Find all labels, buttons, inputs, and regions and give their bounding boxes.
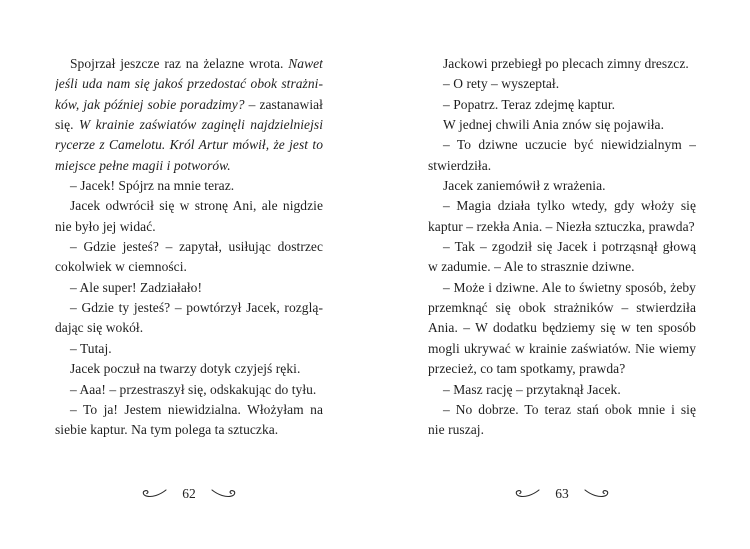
- right-page-footer: [428, 483, 696, 505]
- text-line: siebie kaptur. Na tym polega ta sztuczka.: [55, 422, 279, 438]
- text-line: stwierdziła.: [428, 157, 492, 173]
- left-page-text: [55, 54, 323, 441]
- text-line: – Tak – zgodził się Jacek i potrząsnął głową: [443, 239, 696, 255]
- text-line: ków, jak później sobie poradzimy? – zastanawiał: [55, 96, 323, 112]
- text-line: – Ale super! Zadziałało!: [70, 279, 203, 295]
- text-line: – To ja! Jestem niewidzialna. Włożyłam na: [70, 401, 323, 417]
- text-line: cokolwiek w ciemności.: [55, 259, 187, 275]
- text-line: – Popatrz. Teraz zdejmę kaptur.: [443, 96, 616, 112]
- flourish-icon: [141, 488, 167, 500]
- text-line: Jacek poczuł na twarzy dotyk czyjejś ręki.: [70, 361, 301, 377]
- text-line: przecież, co tam spotkamy, prawda?: [428, 361, 626, 377]
- text-line: rycerze z Camelotu. Król Artur mówił, że jest to: [55, 137, 323, 153]
- text-line: Spojrzał jeszcze raz na żelazne wrota. Nawet: [70, 56, 323, 71]
- text-line: – Aaa! – przestraszył się, odskakując do tyłu.: [70, 381, 317, 397]
- text-line: miejsce pełne magii i potworów.: [55, 157, 231, 173]
- flourish-icon: [584, 488, 610, 500]
- text-line: – O rety – wyszeptał.: [443, 76, 560, 92]
- text-line: – Może i dziwne. Ale to świetny sposób, żeby: [443, 279, 696, 295]
- text-line: – Gdzie jesteś? – zapytał, usiłując dostrzec: [70, 239, 323, 255]
- text-line: mogli ukrywać w krainie zaświatów. Nie wiemy: [428, 340, 696, 356]
- page-number: 62: [182, 486, 196, 501]
- text-line: się. W krainie zaświatów zaginęli najdzielniejsi: [55, 117, 323, 133]
- right-page-text: [428, 54, 696, 441]
- text-line: jeśli uda nam się jakoś przedostać obok strażni-: [55, 76, 323, 92]
- text-line: – Masz rację – przytaknął Jacek.: [443, 381, 621, 397]
- flourish-icon: [514, 488, 540, 500]
- text-line: – Jacek! Spójrz na mnie teraz.: [70, 178, 235, 194]
- text-line: w zadumie. – Ale to strasznie dziwne.: [428, 259, 635, 275]
- text-line: nie ruszaj.: [428, 422, 485, 438]
- text-line: Jacek odwrócił się w stronę Ani, ale nigdzie: [70, 198, 323, 214]
- text-line: – Tutaj.: [70, 340, 112, 356]
- right-page: [375, 0, 750, 549]
- text-line: – Gdzie ty jesteś? – powtórzył Jacek, rozglą-: [70, 300, 323, 316]
- left-page-footer: [55, 483, 323, 505]
- page-number: 63: [555, 486, 569, 501]
- text-line: Ania. – W dodatku będziemy się w ten sposób: [428, 320, 696, 336]
- text-line: dając się wokół.: [55, 320, 144, 336]
- text-line: przemknąć się obok strażników – stwierdziła: [428, 300, 696, 316]
- text-line: kaptur – rzekła Ania. – Niezła sztuczka, prawda?: [428, 218, 695, 234]
- text-line: nie było jej widać.: [55, 218, 156, 234]
- text-line: – No dobrze. To teraz stań obok mnie i się: [443, 401, 696, 417]
- text-line: W jednej chwili Ania znów się pojawiła.: [443, 117, 665, 133]
- text-line: – To dziwne uczucie być niewidzialnym –: [443, 137, 696, 153]
- text-line: – Magia działa tylko wtedy, gdy włoży się: [443, 198, 696, 214]
- text-line: Jackowi przebiegł po plecach zimny dreszcz.: [443, 56, 689, 71]
- flourish-icon: [211, 488, 237, 500]
- text-line: Jacek zaniemówił z wrażenia.: [443, 178, 606, 194]
